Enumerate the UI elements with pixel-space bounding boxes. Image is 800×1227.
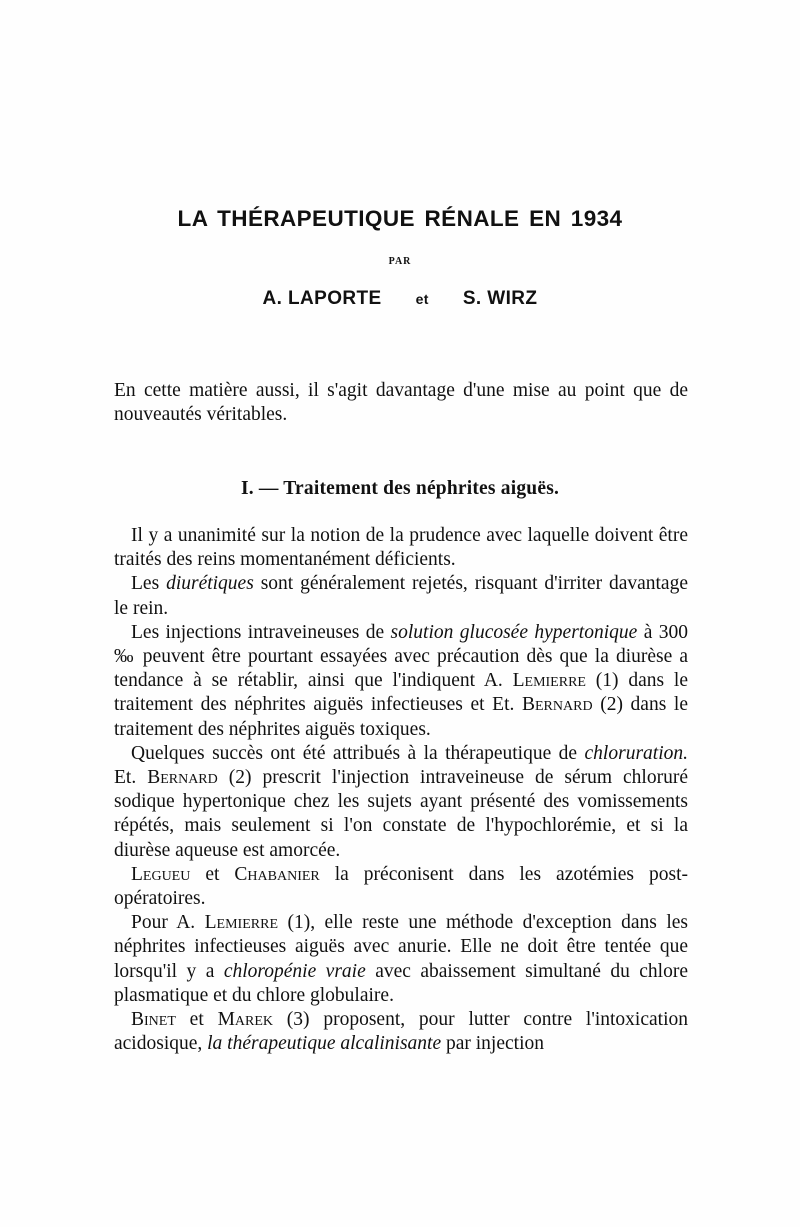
authors-conjunction: et	[415, 291, 429, 307]
author-ref-lemierre: Lemierre	[512, 670, 586, 692]
term-chloruration: chloruration.	[584, 742, 688, 764]
byline-par: PAR	[388, 256, 412, 267]
author-laporte: A. LAPORTE	[262, 288, 382, 309]
paragraph-1: Il y a unanimité sur la notion de la prudence avec laquelle doivent être traités des reins momentanément déficients.	[114, 525, 688, 571]
intro-block	[114, 379, 688, 427]
article-title: LA THÉRAPEUTIQUE RÉNALE EN 1934	[177, 206, 623, 231]
main-text	[114, 524, 688, 1056]
paragraph-6: Pour A. Lemierre (1), elle reste une méthode d'exception dans les néphrites infectieuses aiguës avec anurie. Elle ne doit être tentée que lorsqu'il y a chloropénie vraie avec abaissement simultané du chlore plasmatique et du chlore globulaire.	[114, 912, 688, 1006]
author-ref-binet: Binet	[131, 1009, 176, 1031]
author-ref-legueu: Legueu	[131, 863, 191, 885]
paragraph-2: Les diurétiques sont généralement rejetés, risquant d'irriter davantage le rein.	[114, 573, 688, 619]
author-ref-lemierre: Lemierre	[204, 912, 278, 934]
paragraph-5: Legueu et Chabanier la préconisent dans les azotémies post-opératoires.	[114, 863, 688, 910]
term-diuretiques: diurétiques	[166, 573, 254, 595]
paragraph-7: Binet et Marek (3) proposent, pour lutter contre l'intoxication acidosique, la thérapeutique alcalinisante par injection	[114, 1009, 688, 1055]
term-solution-glucosee: solution glucosée hypertonique	[390, 621, 638, 643]
authors-line	[0, 288, 800, 310]
author-ref-chabanier: Chabanier	[234, 863, 320, 885]
author-ref-marek: Marek	[217, 1009, 274, 1031]
term-chloropenie: chloropénie vraie	[223, 960, 366, 982]
author-ref-bernard: Bernard	[522, 694, 593, 716]
intro-paragraph: En cette matière aussi, il s'agit davantage d'une mise au point que de nouveautés véritables.	[114, 380, 688, 426]
paragraph-4: Quelques succès ont été attribués à la thérapeutique de chloruration. Et. Bernard (2) prescrit l'injection intraveineuse de sérum chloruré sodique hypertonique chez les sujets ayant présenté des vomissements répétés, mais seulement si l'on constate de l'hypochlorémie, et si la diurèse aqueuse est amorcée.	[114, 742, 688, 861]
author-ref-bernard: Bernard	[147, 767, 218, 789]
term-therapeutique-alcalinisante: la thérapeutique alcalinisante	[207, 1033, 442, 1055]
section-heading: I. — Traitement des néphrites aiguës.	[240, 478, 560, 499]
author-wirz: S. WIRZ	[462, 288, 538, 309]
paragraph-3: Les injections intraveineuses de solution glucosée hypertonique à 300 ‰ peuvent être pourtant essayées avec précaution dès que la diurèse a tendance à se rétablir, ainsi que l'indiquent A. Lemierre (1) dans le traitement des néphrites aiguës infectieuses et Et. Bernard (2) dans le traitement des néphrites aiguës toxiques.	[114, 621, 689, 740]
